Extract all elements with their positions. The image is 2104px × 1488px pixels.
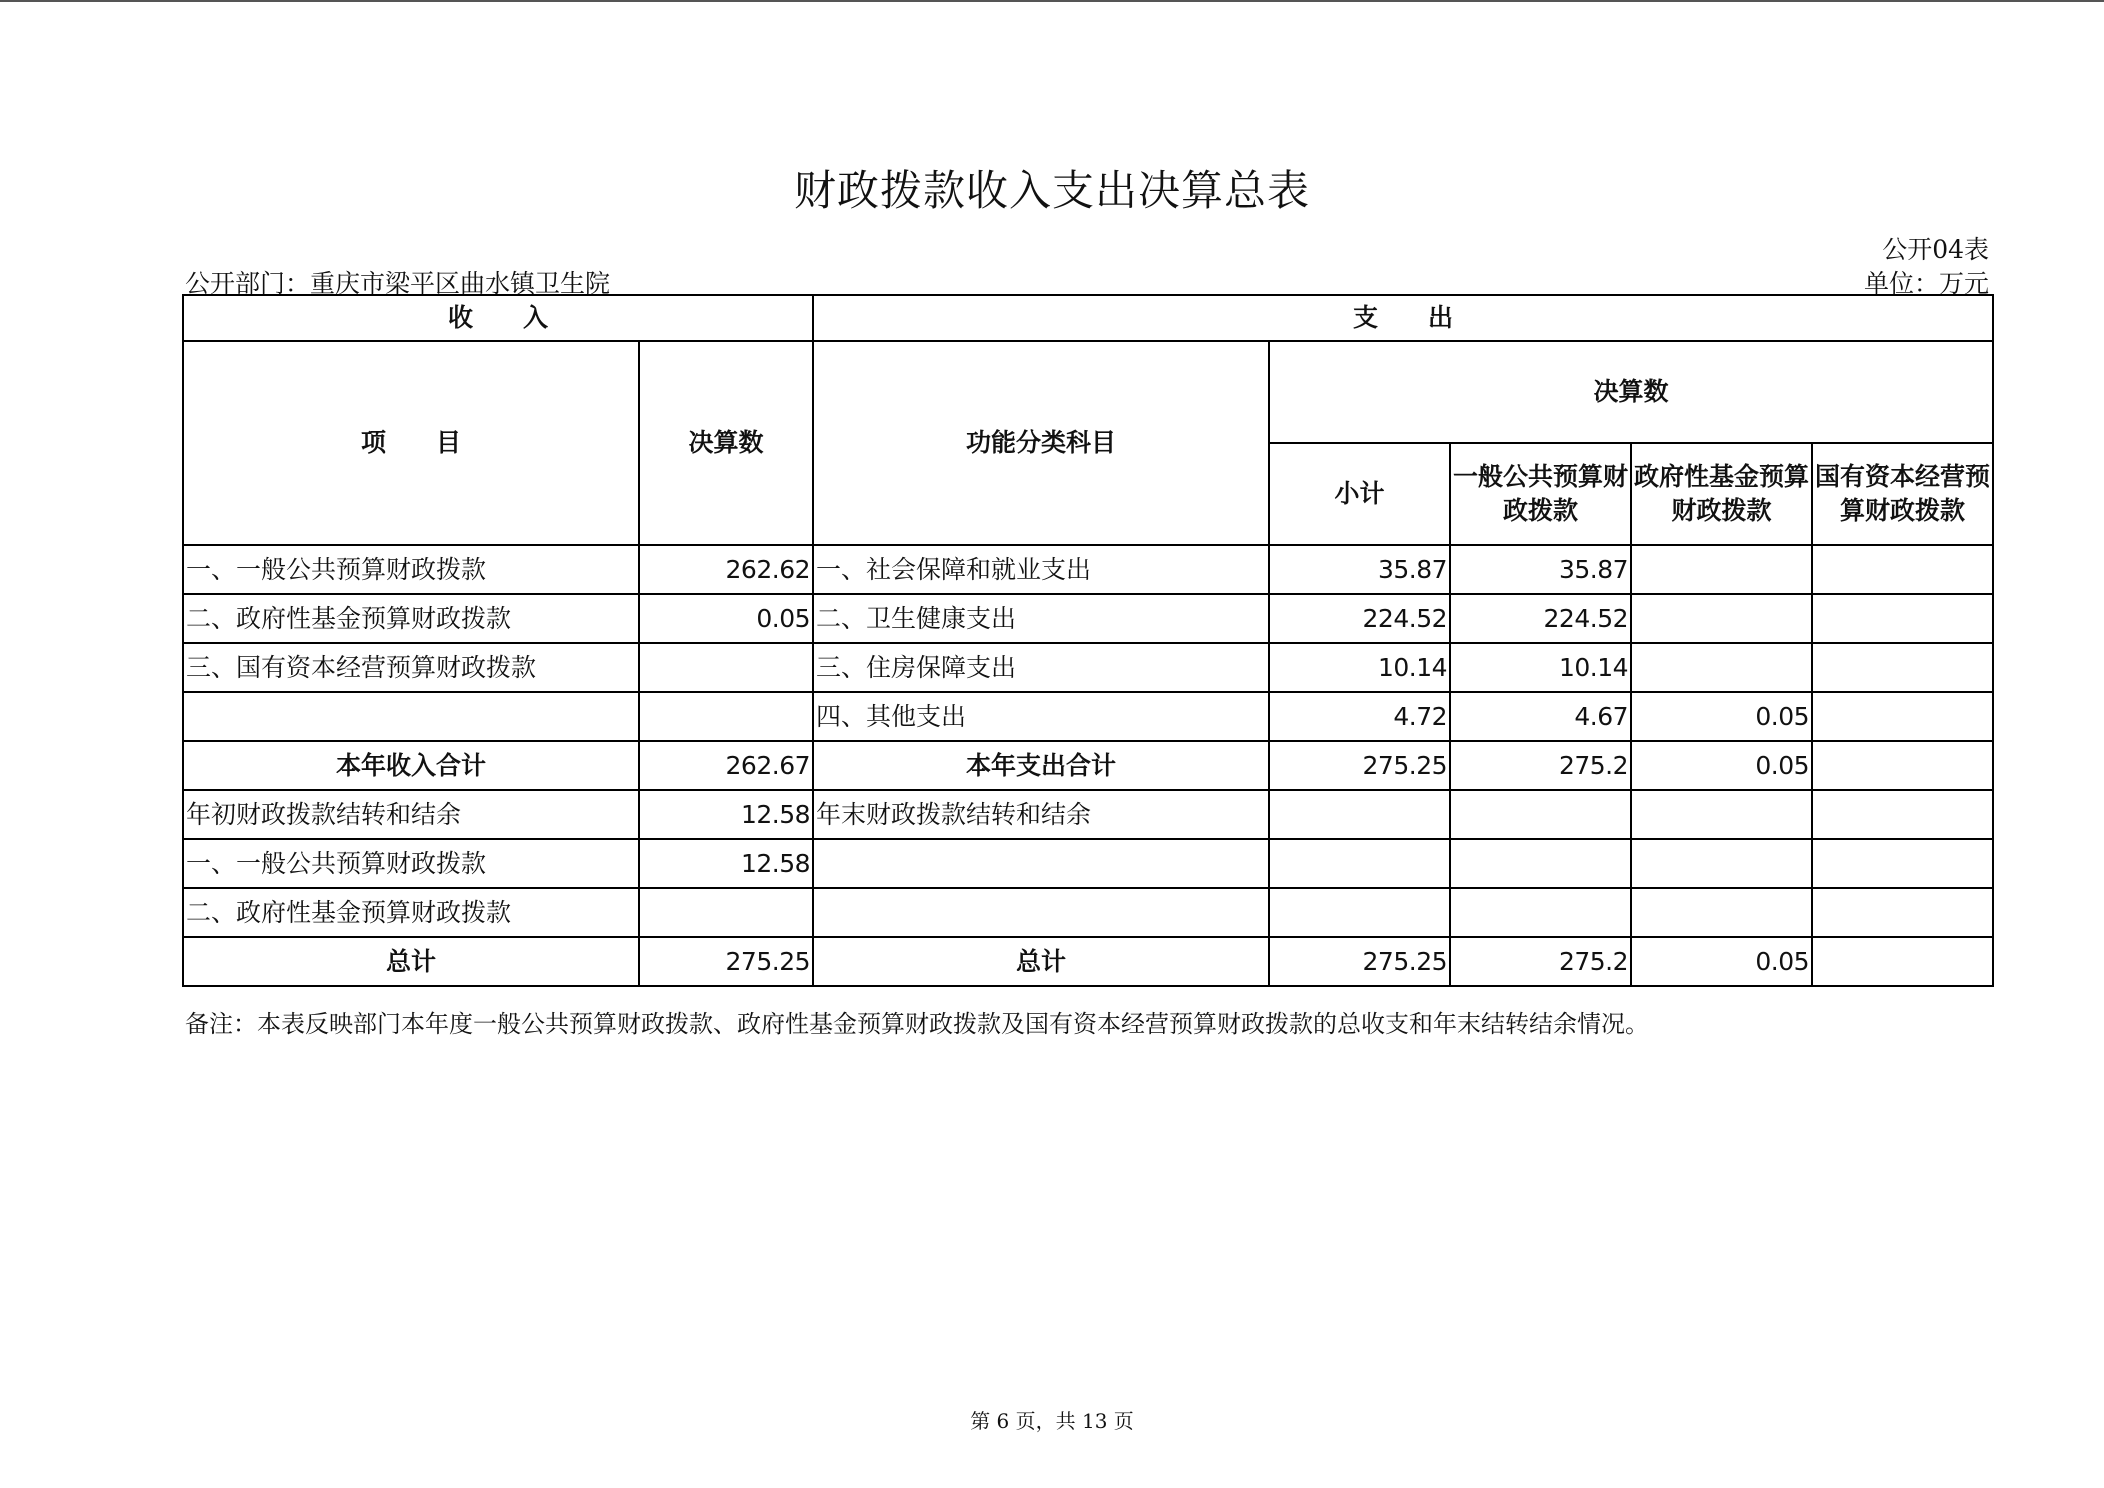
income-item-cell: 二、政府性基金预算财政拨款 <box>183 888 639 937</box>
income-item-cell: 一、一般公共预算财政拨款 <box>183 839 639 888</box>
state-capital-cell <box>1812 839 1993 888</box>
income-amount-cell: 275.25 <box>639 937 813 986</box>
income-item-cell: 二、政府性基金预算财政拨款 <box>183 594 639 643</box>
income-item-cell: 三、国有资本经营预算财政拨款 <box>183 643 639 692</box>
gov-fund-cell <box>1631 594 1812 643</box>
amount-header: 决算数 <box>639 341 813 545</box>
subtotal-cell: 4.72 <box>1269 692 1450 741</box>
gov-fund-cell: 0.05 <box>1631 692 1812 741</box>
final-amount-header: 决算数 <box>1269 341 1993 443</box>
state-capital-cell <box>1812 545 1993 594</box>
general-budget-cell: 4.67 <box>1450 692 1631 741</box>
income-item-cell: 年初财政拨款结转和结余 <box>183 790 639 839</box>
expense-item-cell: 总计 <box>813 937 1269 986</box>
unit-label: 单位：万元 <box>1863 269 1989 298</box>
general-budget-cell: 224.52 <box>1450 594 1631 643</box>
table-row <box>183 839 1993 888</box>
page-footer: 第 6 页，共 13 页 <box>970 1409 1134 1433</box>
state-capital-cell <box>1812 937 1993 986</box>
expense-item-cell <box>813 888 1269 937</box>
state-capital-cell <box>1812 594 1993 643</box>
table-note: 备注：本表反映部门本年度一般公共预算财政拨款、政府性基金预算财政拨款及国有资本经营预算财政拨款的总收支和年末结转结余情况。 <box>185 1010 1649 1038</box>
table-row <box>183 741 1993 790</box>
general-budget-cell <box>1450 790 1631 839</box>
gov-fund-cell <box>1631 643 1812 692</box>
expense-item-cell: 四、其他支出 <box>813 692 1269 741</box>
gov-fund-cell: 0.05 <box>1631 937 1812 986</box>
item-header: 项 目 <box>183 341 639 545</box>
subtotal-cell: 275.25 <box>1269 741 1450 790</box>
expense-item-cell: 本年支出合计 <box>813 741 1269 790</box>
general-budget-cell: 275.2 <box>1450 937 1631 986</box>
general-budget-cell: 275.2 <box>1450 741 1631 790</box>
gov-fund-cell <box>1631 790 1812 839</box>
subtotal-cell: 275.25 <box>1269 937 1450 986</box>
state-capital-cell <box>1812 692 1993 741</box>
income-item-cell: 一、一般公共预算财政拨款 <box>183 545 639 594</box>
form-number: 公开04表 <box>1882 235 1989 264</box>
gov-fund-cell <box>1631 888 1812 937</box>
table-row <box>183 790 1993 839</box>
income-amount-cell: 12.58 <box>639 839 813 888</box>
income-amount-cell: 0.05 <box>639 594 813 643</box>
general-budget-cell <box>1450 839 1631 888</box>
income-item-cell: 本年收入合计 <box>183 741 639 790</box>
general-budget-cell: 10.14 <box>1450 643 1631 692</box>
income-amount-cell: 262.67 <box>639 741 813 790</box>
subtotal-cell: 10.14 <box>1269 643 1450 692</box>
table-row <box>183 692 1993 741</box>
income-item-cell: 总计 <box>183 937 639 986</box>
header-row-2 <box>183 341 1993 443</box>
table-row <box>183 545 1993 594</box>
subtotal-cell <box>1269 790 1450 839</box>
fiscal-table <box>182 294 1994 987</box>
table-row <box>183 594 1993 643</box>
expense-item-cell: 一、社会保障和就业支出 <box>813 545 1269 594</box>
header-row-1 <box>183 295 1993 341</box>
table-row <box>183 937 1993 986</box>
table-row <box>183 643 1993 692</box>
department-label: 公开部门：重庆市梁平区曲水镇卫生院 <box>185 269 611 298</box>
expense-item-cell: 二、卫生健康支出 <box>813 594 1269 643</box>
expense-item-cell: 年末财政拨款结转和结余 <box>813 790 1269 839</box>
general-budget-header: 一般公共预算财政拨款 <box>1450 443 1631 545</box>
page-top-border <box>0 0 2104 2</box>
expense-item-cell <box>813 839 1269 888</box>
table-row <box>183 888 1993 937</box>
subtotal-cell: 35.87 <box>1269 545 1450 594</box>
subtotal-header: 小计 <box>1269 443 1450 545</box>
gov-fund-cell <box>1631 839 1812 888</box>
subtotal-cell <box>1269 839 1450 888</box>
state-capital-cell <box>1812 790 1993 839</box>
page-title: 财政拨款收入支出决算总表 <box>793 166 1310 215</box>
state-capital-cell <box>1812 741 1993 790</box>
income-amount-cell <box>639 692 813 741</box>
subtotal-cell: 224.52 <box>1269 594 1450 643</box>
gov-fund-header: 政府性基金预算财政拨款 <box>1631 443 1812 545</box>
gov-fund-cell: 0.05 <box>1631 741 1812 790</box>
income-header: 收 入 <box>183 295 813 341</box>
general-budget-cell <box>1450 888 1631 937</box>
state-capital-cell <box>1812 643 1993 692</box>
income-item-cell <box>183 692 639 741</box>
income-amount-cell <box>639 643 813 692</box>
state-capital-header: 国有资本经营预算财政拨款 <box>1812 443 1993 545</box>
function-subject-header: 功能分类科目 <box>813 341 1269 545</box>
expense-header: 支 出 <box>813 295 1993 341</box>
expense-item-cell: 三、住房保障支出 <box>813 643 1269 692</box>
income-amount-cell <box>639 888 813 937</box>
subtotal-cell <box>1269 888 1450 937</box>
income-amount-cell: 262.62 <box>639 545 813 594</box>
state-capital-cell <box>1812 888 1993 937</box>
general-budget-cell: 35.87 <box>1450 545 1631 594</box>
income-amount-cell: 12.58 <box>639 790 813 839</box>
gov-fund-cell <box>1631 545 1812 594</box>
